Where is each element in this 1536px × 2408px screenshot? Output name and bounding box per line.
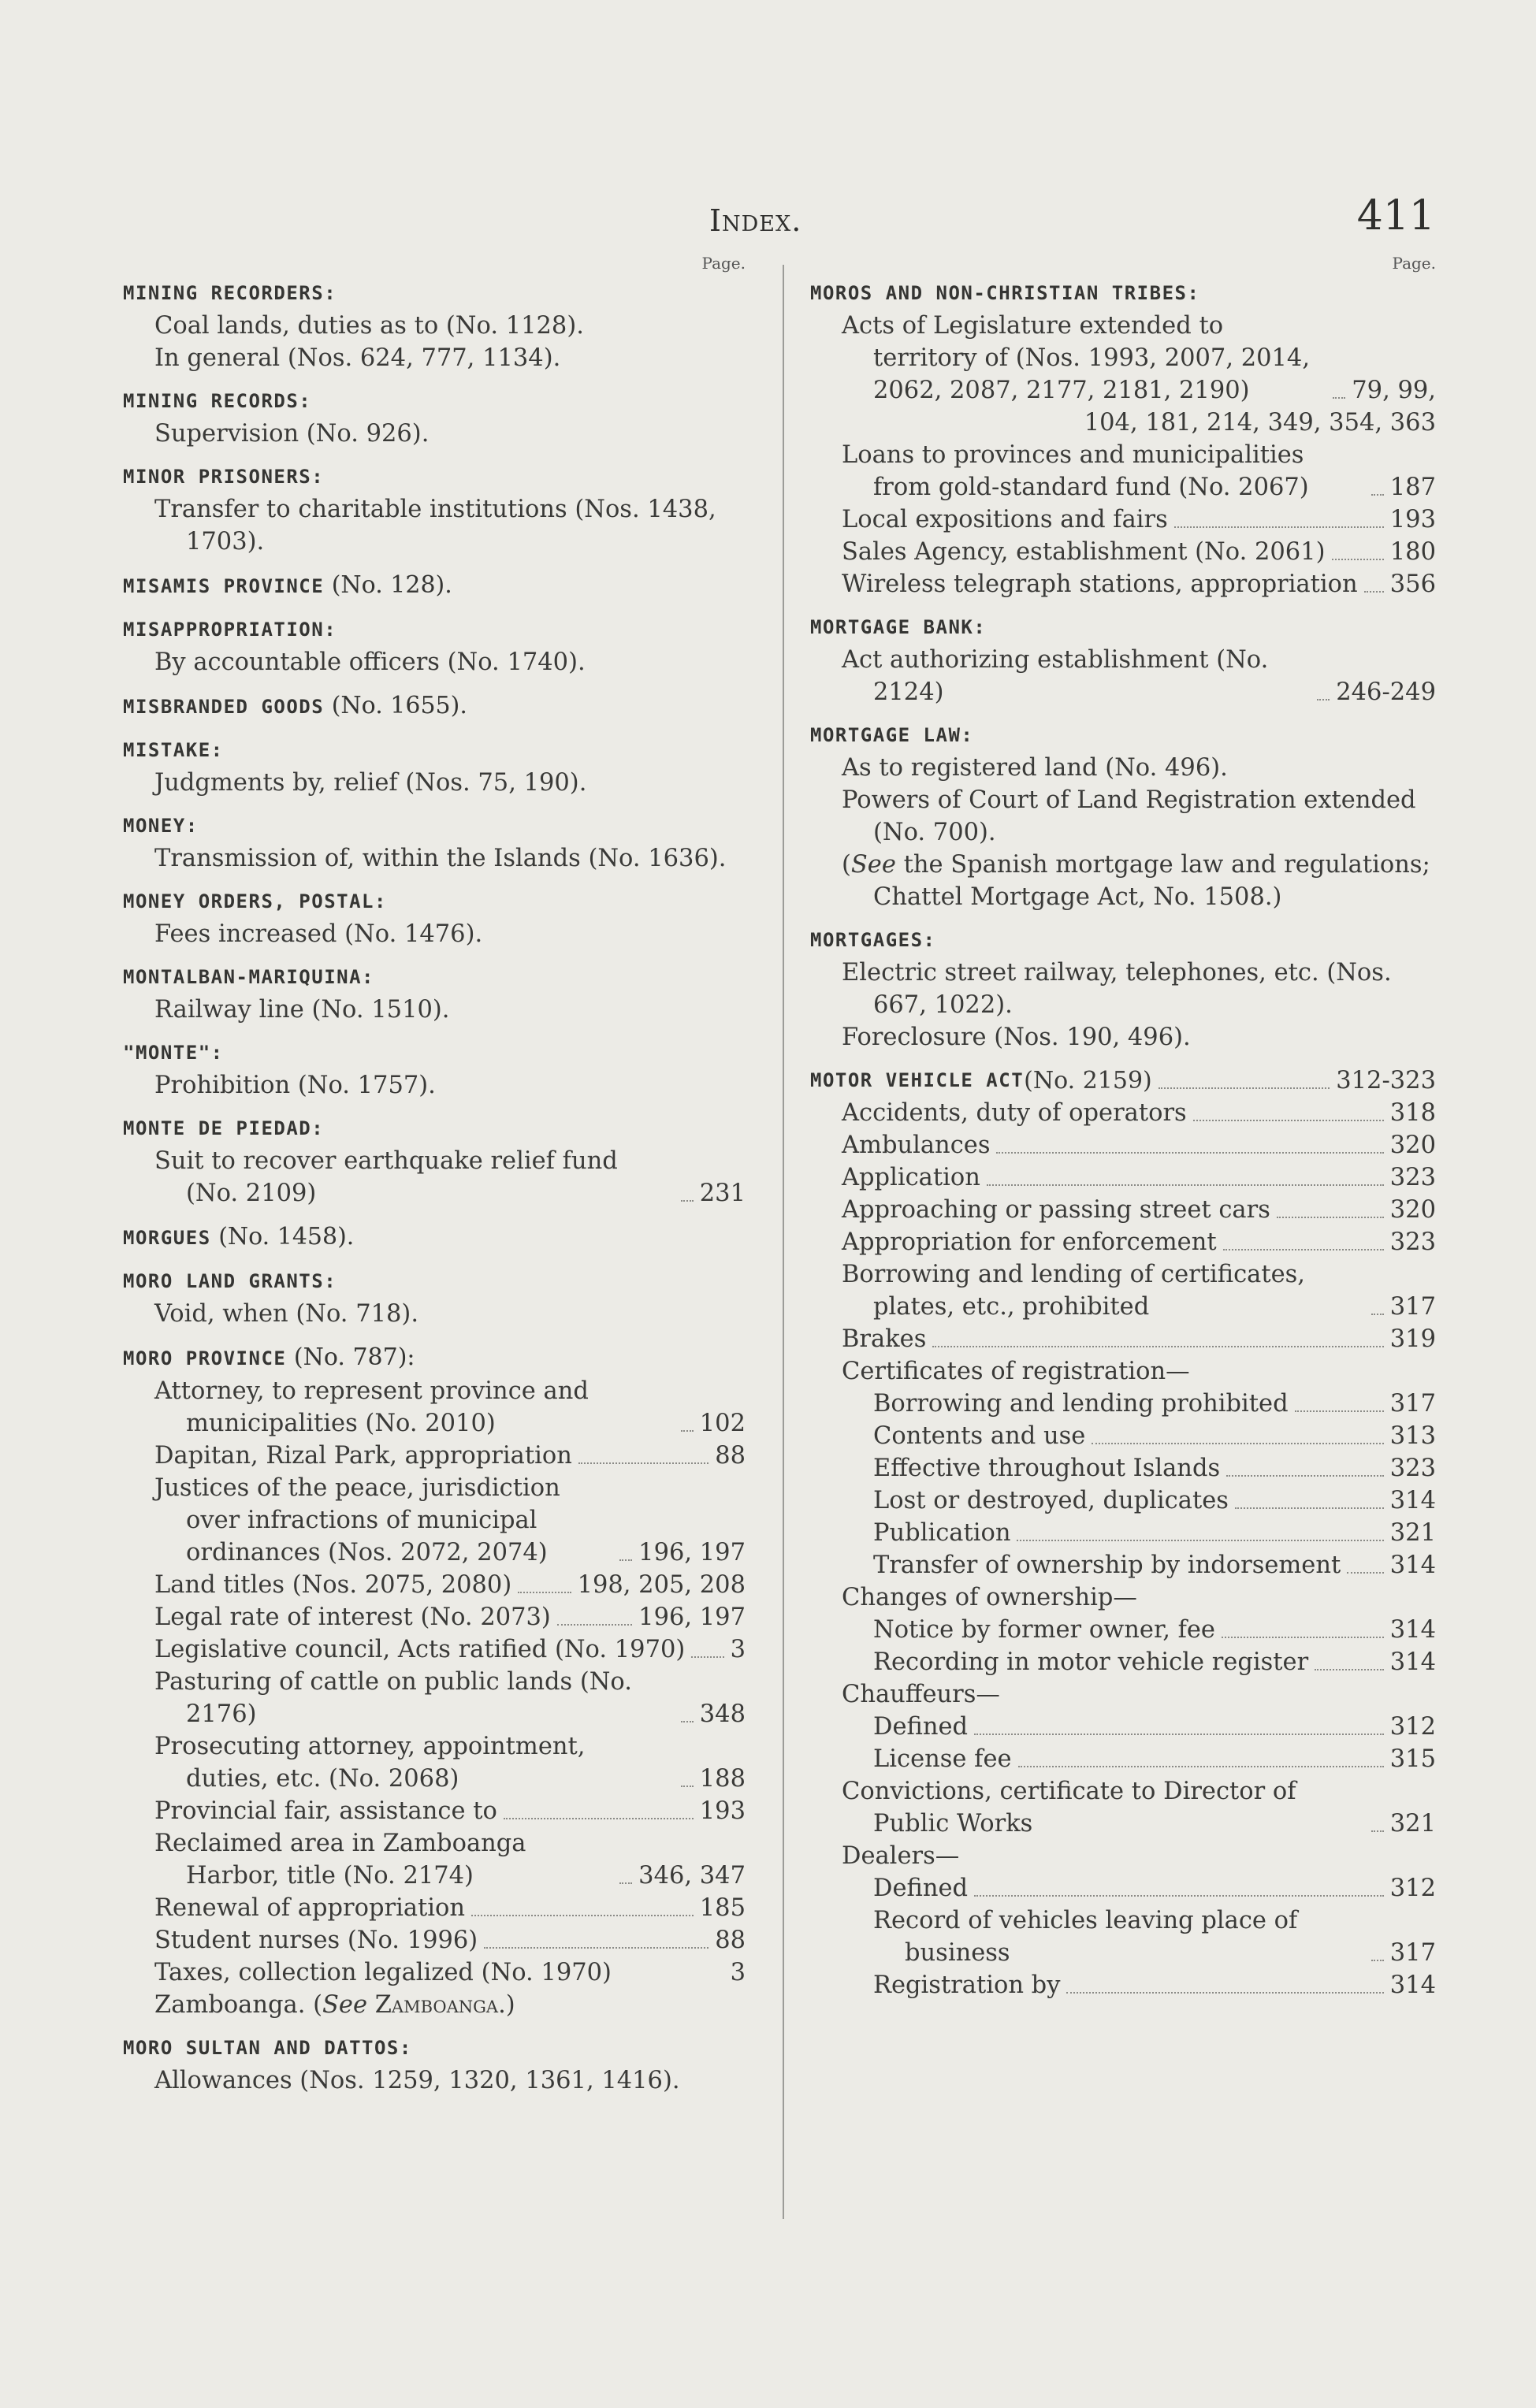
page-ref: 187 [1389, 474, 1436, 501]
page-ref: 3 [730, 1636, 746, 1663]
sub-entry: Suit to recover earthquake relief fund (No. 2109) 231 [123, 1145, 746, 1210]
entry-heading: MISAPPROPRIATION: [123, 619, 337, 641]
page-ref: 356 [1389, 570, 1436, 598]
sub-entry: Loans to provinces and municipalities from gold-standard fund (No. 2067) 187 [810, 439, 1436, 504]
index-entry [810, 719, 1436, 913]
entry-heading: MISAMIS PROVINCE (No. 128). [123, 571, 452, 599]
page-ref: 317 [1389, 1390, 1436, 1418]
sub-entry: Transfer to charitable institutions (Nos. 1438, 1703). [154, 496, 716, 556]
entry-heading: MOTOR VEHICLE ACT (No. 2159) 312-323 [810, 1065, 1436, 1097]
page-ref: 314 [1389, 1616, 1436, 1644]
index-entry [810, 924, 1436, 1054]
sub-entry: Contents and use 313 [810, 1420, 1436, 1452]
sub-entry: Local expositions and fairs 193 [810, 504, 1436, 536]
sub-entry: Sales Agency, establishment (No. 2061) 180 [810, 536, 1436, 568]
index-entry [123, 689, 746, 723]
sub-entry: Notice by former owner, fee 314 [810, 1614, 1436, 1646]
entry-heading: "MONTE": [123, 1042, 224, 1064]
page-ref: 313 [1389, 1422, 1436, 1450]
sub-entry: Transfer of ownership by indorsement 314 [810, 1549, 1436, 1581]
entry-heading: MONEY: [123, 815, 199, 837]
page-column-label: Page. [701, 254, 746, 273]
page-ref: 318 [1389, 1099, 1436, 1127]
sub-entry: Judgments by, relief (Nos. 75, 190). [154, 769, 587, 797]
entry-heading: MORGUES (No. 1458). [123, 1223, 355, 1250]
page-ref: 314 [1389, 1487, 1436, 1514]
sub-entry: Act authorizing establishment (No. 2124) 246-249 [810, 644, 1436, 708]
sub-entry: Student nurses (No. 1996) 88 [123, 1924, 746, 1956]
index-entry [123, 461, 746, 558]
page-ref: 321 [1389, 1519, 1436, 1547]
page-ref: 198, 205, 208 [577, 1571, 746, 1599]
sub-entry: Coal lands, duties as to (No. 1128). [154, 312, 584, 340]
sub-entry: Defined 312 [810, 1711, 1436, 1743]
page-ref: 193 [699, 1797, 746, 1825]
sub-entry: Application 323 [810, 1161, 1436, 1194]
entry-heading: MORO SULTAN AND DATTOS: [123, 2037, 412, 2059]
page-ref: 314 [1389, 1648, 1436, 1676]
page-ref: 320 [1389, 1132, 1436, 1159]
index-entry [123, 277, 746, 374]
sub-entry: Borrowing and lending prohibited 317 [810, 1388, 1436, 1420]
sub-entry: Attorney, to represent province and municipalities (No. 2010) 102 [123, 1375, 746, 1440]
index-entry [123, 1265, 746, 1330]
see-reference: (See the Spanish mortgage law and regulations; Chattel Mortgage Act, No. 1508.) [842, 851, 1430, 911]
entry-heading: MINOR PRISONERS: [123, 466, 325, 488]
index-entry [123, 385, 746, 450]
sub-entry: Land titles (Nos. 2075, 2080) 198, 205, 208 [123, 1569, 746, 1601]
sub-entry: Accidents, duty of operators 318 [810, 1097, 1436, 1129]
sub-entry: Reclaimed area in Zamboanga Harbor, title (No. 2174) 346, 347 [123, 1827, 746, 1892]
page-ref: 88 [715, 1442, 746, 1470]
sub-heading: Changes of ownership— [842, 1584, 1137, 1611]
entry-heading: MORTGAGES: [810, 929, 936, 951]
index-entry [123, 961, 746, 1026]
page-number: 411 [1356, 192, 1435, 240]
page-ref: 180 [1389, 538, 1436, 566]
entry-heading: MONTE DE PIEDAD: [123, 1117, 325, 1139]
sub-entry: Justices of the peace, jurisdiction over infractions of municipal ordinances (Nos. 2072, 2074) 196, 197 [123, 1472, 746, 1569]
entry-heading: MINING RECORDS: [123, 390, 312, 412]
page-ref: 317 [1389, 1939, 1436, 1967]
index-entry [810, 277, 1436, 600]
page-ref: 231 [699, 1180, 746, 1207]
index-entry [123, 614, 746, 678]
sub-entry: By accountable officers (No. 1740). [154, 648, 586, 676]
page-ref: 319 [1389, 1325, 1436, 1353]
page-header [0, 186, 1536, 249]
entry-heading: MORTGAGE BANK: [810, 616, 987, 638]
sub-entry: Publication 321 [810, 1517, 1436, 1549]
sub-entry: Defined 312 [810, 1872, 1436, 1904]
sub-entry: Record of vehicles leaving place of business 317 [810, 1904, 1436, 1969]
page-ref: 346, 347 [638, 1862, 746, 1890]
index-entry [123, 734, 746, 799]
sub-entry: Approaching or passing street cars 320 [810, 1194, 1436, 1226]
page-ref: 321 [1389, 1810, 1436, 1838]
page-ref: 315 [1389, 1745, 1436, 1773]
entry-heading: MISTAKE: [123, 739, 224, 761]
entry-heading: MINING RECORDERS: [123, 282, 337, 304]
sub-entry: Borrowing and lending of certificates, plates, etc., prohibited 317 [810, 1258, 1436, 1323]
sub-entry: Legislative council, Acts ratified (No. 1970) 3 [123, 1633, 746, 1666]
sub-entry: Provincial fair, assistance to 193 [123, 1795, 746, 1827]
sub-heading: Certificates of registration— [842, 1358, 1190, 1385]
sub-entry: Prohibition (No. 1757). [154, 1072, 436, 1099]
page-ref: 323 [1389, 1228, 1436, 1256]
page-ref: 88 [715, 1927, 746, 1954]
entry-heading: MORTGAGE LAW: [810, 724, 974, 746]
sub-entry: Foreclosure (Nos. 190, 496). [842, 1024, 1191, 1051]
column-divider [783, 265, 784, 2219]
entry-heading: MOROS AND NON-CHRISTIAN TRIBES: [810, 282, 1200, 304]
sub-entry: Legal rate of interest (No. 2073) 196, 197 [123, 1601, 746, 1633]
page-ref: 188 [699, 1765, 746, 1793]
sub-entry: Registration by 314 [810, 1969, 1436, 2001]
sub-entry: Prosecuting attorney, appointment, duties, etc. (No. 2068) 188 [123, 1730, 746, 1795]
sub-entry: Brakes 319 [810, 1323, 1436, 1355]
sub-entry: Transmission of, within the Islands (No. 1636). [154, 845, 727, 872]
sub-entry: Convictions, certificate to Director of Public Works 321 [810, 1775, 1436, 1840]
sub-entry: Supervision (No. 926). [154, 420, 430, 448]
page-ref: 323 [1389, 1455, 1436, 1482]
page-ref: 196, 197 [638, 1539, 746, 1566]
page-ref: 314 [1389, 1971, 1436, 1999]
index-entry [810, 1065, 1436, 2001]
sub-entry: Recording in motor vehicle register 314 [810, 1646, 1436, 1678]
index-entry [123, 1221, 746, 1254]
index-entry [123, 2032, 746, 2097]
page-ref-continued: 104, 181, 214, 349, 354, 363 [1084, 409, 1436, 437]
sub-entry: Lost or destroyed, duplicates 314 [810, 1485, 1436, 1517]
sub-entry: Void, when (No. 718). [154, 1300, 419, 1328]
index-column-left [123, 252, 746, 2097]
sub-entry: Railway line (No. 1510). [154, 996, 450, 1024]
page-ref: 246-249 [1336, 678, 1436, 706]
entry-heading: MONTALBAN-MARIQUINA: [123, 966, 374, 988]
page-ref: 312-323 [1336, 1067, 1436, 1094]
sub-heading: Chauffeurs— [842, 1681, 1000, 1708]
running-title: Index. [709, 203, 802, 238]
page-column-label: Page. [1392, 254, 1436, 273]
sub-entry: Electric street railway, telephones, etc. (Nos. 667, 1022). [842, 959, 1392, 1019]
sub-entry: Effective throughout Islands 323 [810, 1452, 1436, 1485]
sub-heading: Dealers— [842, 1842, 960, 1870]
index-entry [123, 886, 746, 950]
sub-entry: Acts of Legislature extended to territory of (Nos. 1993, 2007, 2014, 2062, 2087, 2177, 2181, 2190) 79, 99, [810, 310, 1436, 407]
see-reference: Zamboanga. (See Zamboanga.) [154, 1991, 515, 2019]
index-column-right [810, 252, 1436, 2001]
sub-entry: Powers of Court of Land Registration extended (No. 700). [842, 786, 1416, 846]
sub-entry: Fees increased (No. 1476). [154, 920, 483, 948]
page-ref: 185 [699, 1894, 746, 1922]
entry-heading: MORO PROVINCE (No. 787): [123, 1343, 415, 1371]
page-ref: 348 [699, 1700, 746, 1728]
index-entry [123, 1037, 746, 1102]
page-ref: 320 [1389, 1196, 1436, 1224]
index-entry [123, 810, 746, 875]
entry-heading: MONEY ORDERS, POSTAL: [123, 890, 387, 912]
sub-entry: Allowances (Nos. 1259, 1320, 1361, 1416). [154, 2067, 680, 2094]
page-ref: 102 [699, 1410, 746, 1437]
page-ref: 193 [1389, 506, 1436, 533]
page-ref: 312 [1389, 1713, 1436, 1741]
sub-entry: Renewal of appropriation 185 [123, 1892, 746, 1924]
sub-entry: Pasturing of cattle on public lands (No. 2176) 348 [123, 1666, 746, 1730]
page-ref: 323 [1389, 1164, 1436, 1191]
page-ref: 312 [1389, 1875, 1436, 1902]
index-entry [123, 1341, 746, 2021]
sub-entry: Taxes, collection legalized (No. 1970) 3 [123, 1956, 746, 1989]
index-entry [810, 611, 1436, 708]
sub-entry: As to registered land (No. 496). [842, 754, 1228, 782]
entry-heading: MISBRANDED GOODS (No. 1655). [123, 692, 467, 719]
index-entry [123, 1113, 746, 1210]
sub-entry: Appropriation for enforcement 323 [810, 1226, 1436, 1258]
page-ref: 196, 197 [638, 1603, 746, 1631]
page-ref: 79, 99, [1352, 377, 1436, 404]
sub-entry: Ambulances 320 [810, 1129, 1436, 1161]
index-entry [123, 569, 746, 603]
sub-entry: In general (Nos. 624, 777, 1134). [154, 344, 561, 372]
page-ref: 3 [730, 1959, 746, 1986]
sub-entry: Wireless telegraph stations, appropriation 356 [810, 568, 1436, 600]
entry-heading: MORO LAND GRANTS: [123, 1270, 337, 1292]
sub-entry: Dapitan, Rizal Park, appropriation 88 [123, 1440, 746, 1472]
page-ref: 314 [1389, 1551, 1436, 1579]
page-ref: 317 [1389, 1293, 1436, 1321]
sub-entry: License fee 315 [810, 1743, 1436, 1775]
